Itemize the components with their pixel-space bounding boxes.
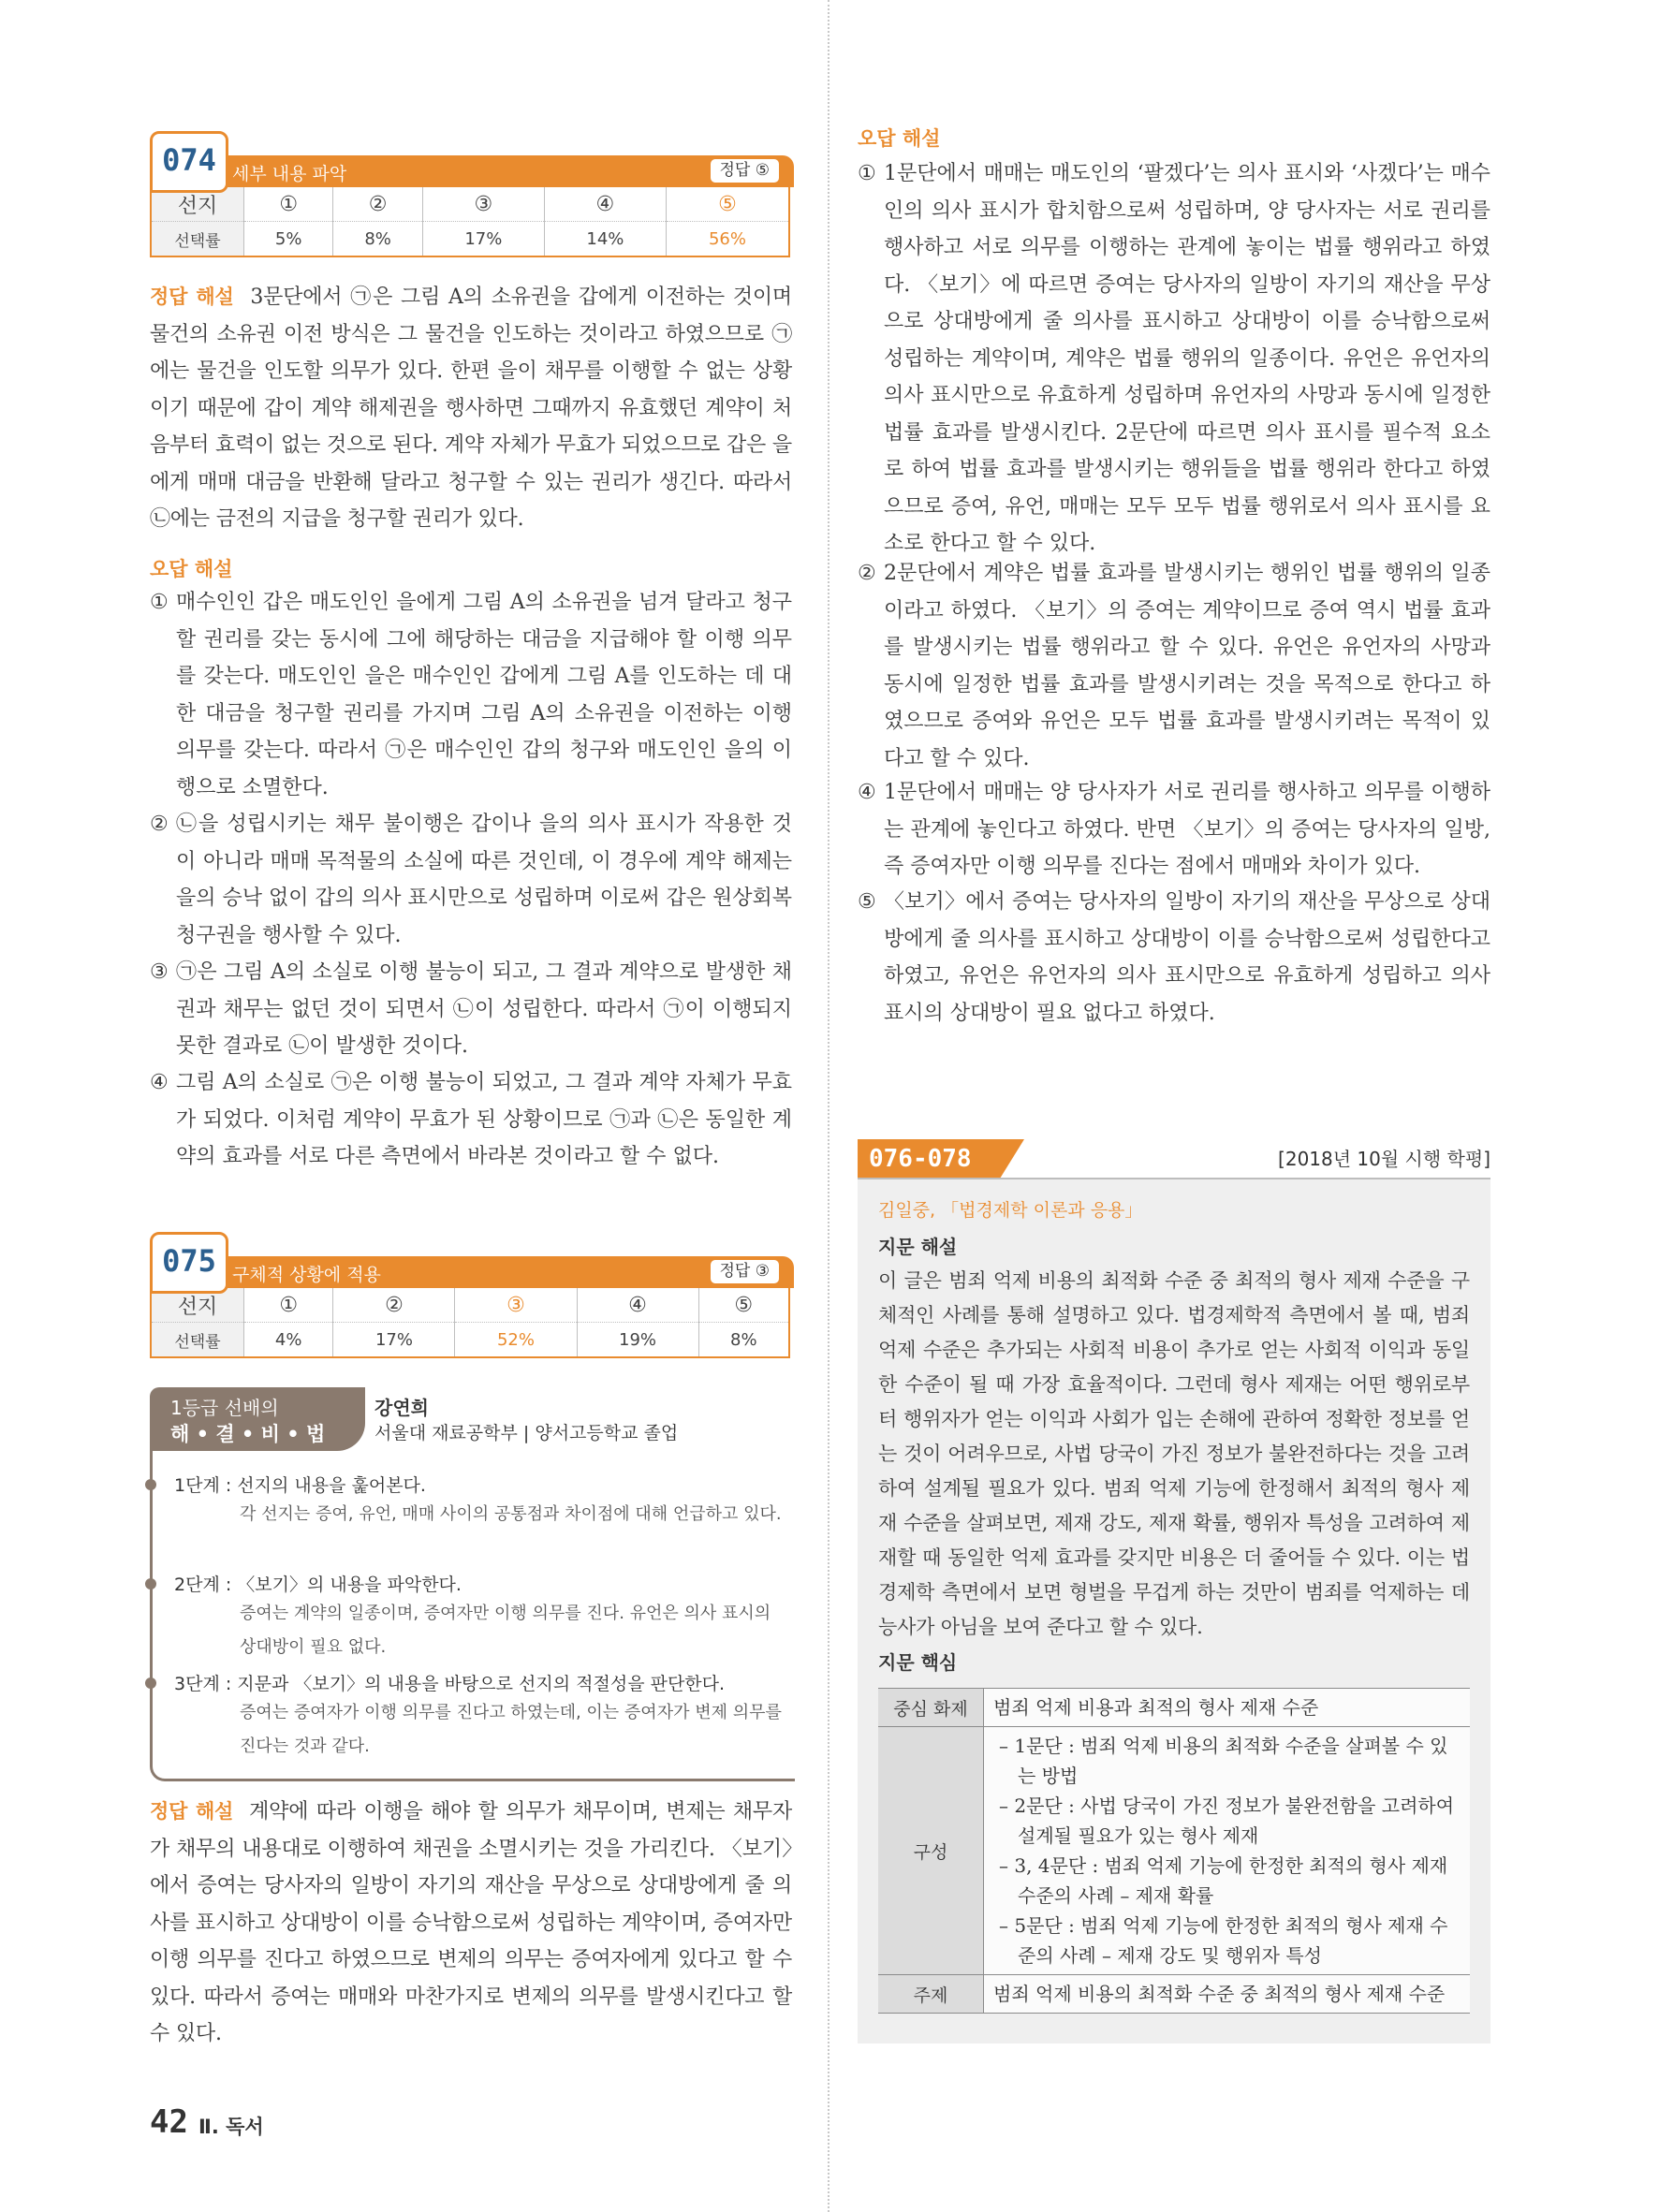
stat-rate: 14%	[544, 222, 666, 257]
stat-rate: 19%	[577, 1323, 698, 1358]
item-text: 2문단에서 계약은 법률 효과를 발생시키는 행위인 법률 행위의 일종이라고 하였다. 〈보기〉의 증여는 계약이므로 증여 역시 법률 효과를 발생시키는 법률 행위라고 할 수 있다. 유언은 유언자의 사망과 동시에 일정한 법률 효과를 발생시키려는 것을 목적으로 한다고 하였으므로 증여와 유언은 모두 법률 효과를 발생시키려는 목적이 있다고 할 수 있다.	[884, 562, 1490, 770]
page-number: 42	[150, 2103, 188, 2141]
item-number: ③	[150, 960, 169, 984]
summary-structure-line: – 1문단 : 범죄 억제 비용의 최적화 수준을 살펴볼 수 있는 방법	[999, 1735, 1448, 1787]
q075-bar	[206, 1256, 794, 1288]
stat-option: ①	[244, 1288, 333, 1323]
summary-value: 범죄 억제 비용의 최적화 수준 중 최적의 형사 제재 수준	[984, 1975, 1471, 2014]
column-divider	[828, 0, 830, 2212]
tip-step-title: 2단계 : 〈보기〉의 내용을 파악한다.	[174, 1575, 462, 1595]
item-text: 그림 A의 소실로 ㉠은 이행 불능이 되었고, 그 결과 계약 자체가 무효가 되었다. 이처럼 계약이 무효가 된 상황이므로 ㉠과 ㉡은 동일한 계약의 효과를 서로 다른 측면에서 바라본 것이라고 할 수 없다.	[176, 1071, 792, 1168]
bullet-icon	[145, 1578, 156, 1589]
item-number: ⑤	[858, 890, 876, 914]
q075-wrong-item	[858, 555, 1490, 777]
summary-key: 구성	[878, 1727, 984, 1975]
passage-rule	[858, 1178, 1490, 1179]
tip-step-desc: 증여는 계약의 일종이며, 증여자만 이행 의무를 진다. 유언은 의사 표시의 상대방이 필요 없다.	[240, 1604, 771, 1657]
tip-step-title: 3단계 : 지문과 〈보기〉의 내용을 바탕으로 선지의 적절성을 판단한다.	[174, 1674, 726, 1694]
stat-option: ②	[333, 1288, 455, 1323]
passage-intro: 이 글은 범죄 억제 비용의 최적화 수준 중 최적의 형사 제재 수준을 구체적인 사례를 통해 설명하고 있다. 법경제학적 측면에서 볼 때, 범죄 억제 수준은 추가되는 사회적 비용이 추가로 얻는 사회적 이익과 동일한 수준이 될 때 가장 효율적이다. 그런데 형사 제재는 어떤 행위로부터 행위자가 얻는 이익과 사회가 입는 손해에 관하여 정확한 정보를 얻는 것이 어려우므로, 사법 당국이 가진 정보가 불완전하다는 것을 고려하여 설계될 필요가 있다. 범죄 억제 기능에 한정해서 최적의 형사 제재 수준을 살펴보면, 제재 강도, 제재 확률, 행위자 특성을 고려하여 제재할 때 동일한 억제 효과를 갖지만 비용은 더 줄어들 수 있다. 이는 법경제학 측면에서 보면 형벌을 무겁게 하는 것만이 범죄를 억제하는 데 능사가 아님을 보여 준다고 할 수 있다.	[878, 1269, 1470, 1638]
q075-answer-badge: 정답 ③	[711, 1260, 780, 1283]
q074-wrong-item	[150, 1064, 792, 1176]
q074-wrong-item	[150, 806, 792, 954]
stat-row-head: 선지	[151, 1288, 244, 1323]
passage-author: 김일중, 「법경제학 이론과 응용」	[878, 1200, 1143, 1221]
stat-option: ②	[333, 187, 422, 222]
tip-author-school: 서울대 재료공학부 | 양서고등학교 졸업	[374, 1423, 679, 1443]
item-number: ①	[150, 591, 169, 614]
q074-number: 074	[150, 131, 228, 193]
summary-structure-line: – 3, 4문단 : 범죄 억제 기능에 한정한 최적의 형사 제재 수준의 사례 – 제재 확률	[999, 1854, 1448, 1907]
summary-structure-line: – 5문단 : 범죄 억제 기능에 한정한 최적의 형사 제재 수준의 사례 – 제재 강도 및 행위자 특성	[999, 1914, 1448, 1967]
tip-step-title: 1단계 : 선지의 내용을 훑어본다.	[174, 1475, 426, 1496]
item-text: 1문단에서 매매는 매도인의 ‘팔겠다’는 의사 표시와 ‘사겠다’는 매수인의 의사 표시가 합치함으로써 성립하며, 양 당사자는 서로 권리를 행사하고 서로 의무를 이행하는 관계에 놓이는 법률 행위라고 하였다. 〈보기〉에 따르면 증여는 당사자의 일방이 자기의 재산을 무상으로 상대방에게 줄 의사를 표시하고 상대방이 이를 승낙함으로써 성립하는 계약이며, 계약은 법률 행위의 일종이다. 유언은 유언자의 의사 표시만으로 유효하게 성립하며 유언자의 사망과 동시에 일정한 법률 효과를 발생시킨다. 2문단에 따르면 의사 표시를 필수적 요소로 하여 법률 효과를 발생시키는 행위들을 법률 행위라 한다고 하였으므로 증여, 유언, 매매는 모두 모두 법률 행위로서 의사 표시를 요소로 한다고 할 수 있다.	[884, 162, 1490, 555]
tip-header	[150, 1387, 365, 1451]
passage-intro-title: 지문 해설	[878, 1236, 958, 1258]
tip-title-2: 해 • 결 • 비 • 법	[170, 1423, 326, 1445]
q075-number: 075	[150, 1232, 228, 1294]
tip-step-desc: 각 선지는 증여, 유언, 매매 사이의 공통점과 차이점에 대해 언급하고 있다.	[240, 1504, 782, 1524]
q074-answer-badge: 정답 ⑤	[711, 159, 780, 183]
item-text: 1문단에서 매매는 양 당사자가 서로 권리를 행사하고 의무를 이행하는 관계에 놓인다고 하였다. 반면 〈보기〉의 증여는 당사자의 일방, 즉 증여자만 이행 의무를 진다는 점에서 매매와 차이가 있다.	[884, 781, 1490, 878]
bullet-icon	[145, 1677, 156, 1689]
tip-step-desc: 증여는 증여자가 이행 의무를 진다고 하였는데, 이는 증여자가 변제 의무를 진다는 것과 같다.	[240, 1703, 782, 1756]
stat-option: ③	[455, 1288, 577, 1323]
bullet-icon	[145, 1479, 156, 1490]
tip-title-1: 1등급 선배의	[170, 1397, 279, 1419]
item-text: 〈보기〉에서 증여는 당사자의 일방이 자기의 재산을 무상으로 상대방에게 줄 의사를 표시하고 상대방이 이를 승낙함으로써 성립한다고 하였고, 유언은 유언자의 의사 표시만으로 유효하게 성립하고 의사 표시의 상대방이 필요 없다고 하였다.	[884, 890, 1490, 1025]
q074-wrong-title: 오답 해설	[150, 558, 233, 580]
stat-option: ④	[577, 1288, 698, 1323]
item-number: ①	[858, 162, 876, 185]
stat-option: ⑤	[698, 1288, 789, 1323]
item-text: ㉠은 그림 A의 소실로 이행 불능이 되고, 그 결과 계약으로 발생한 채권과 채무는 없던 것이 되면서 ㉡이 성립한다. 따라서 ㉠이 이행되지 못한 결과로 ㉡이 발생한 것이다.	[176, 960, 792, 1058]
summary-key: 중심 화제	[878, 1689, 984, 1727]
q074-wrong-item	[150, 584, 792, 806]
q075-category: 구체적 상황에 적용	[232, 1265, 381, 1285]
stat-rate: 17%	[422, 222, 544, 257]
summary-structure-line: – 2문단 : 사법 당국이 가진 정보가 불완전함을 고려하여 설계될 필요가 있는 형사 제재	[999, 1795, 1455, 1847]
explanation-label: 정답 해설	[150, 1800, 234, 1823]
stat-rate: 5%	[244, 222, 333, 257]
passage-source: [2018년 10월 시행 학평]	[1278, 1148, 1490, 1170]
q074-wrong-item	[150, 954, 792, 1065]
stat-option: ③	[422, 187, 544, 222]
stat-rate: 8%	[698, 1323, 789, 1358]
passage-tab-cut	[1000, 1139, 1024, 1179]
item-number: ②	[858, 562, 876, 585]
summary-structure	[984, 1727, 1471, 1975]
passage-summary-table	[878, 1688, 1470, 2014]
item-number: ④	[150, 1071, 169, 1094]
stat-option: ④	[544, 187, 666, 222]
explanation-text: 계약에 따라 이행을 해야 할 의무가 채무이며, 변제는 채무자가 채무의 내용대로 이행하여 채권을 소멸시키는 것을 가리킨다. 〈보기〉에서 증여는 당사자의 일방이 자기의 재산을 무상으로 상대방에게 줄 의사를 표시하고 상대방이 이를 승낙함으로써 성립하는 계약이며, 증여자만 이행 의무를 진다고 하였으므로 변제의 의무는 증여자에게 있다고 할 수 있다. 따라서 증여는 매매와 마찬가지로 변제의 의무를 발생시킨다고 할 수 있다.	[150, 1800, 793, 2045]
stat-rate: 52%	[455, 1323, 577, 1358]
stat-option: ①	[244, 187, 333, 222]
stat-row-head: 선택률	[151, 1323, 244, 1358]
item-text: 매수인인 갑은 매도인인 을에게 그림 A의 소유권을 넘겨 달라고 청구할 권리를 갖는 동시에 그에 해당하는 대금을 지급해야 할 이행 의무를 갖는다. 매도인인 을은 매수인인 갑에게 그림 A를 인도하는 데 대한 대금을 청구할 권리를 가지며 그림 A의 소유권을 이전하는 이행 의무를 갖는다. 따라서 ㉠은 매수인인 갑의 청구와 매도인인 을의 이행으로 소멸한다.	[176, 591, 792, 799]
section-name: Ⅱ. 독서	[198, 2116, 264, 2138]
q074-bar	[206, 155, 794, 187]
item-number: ②	[150, 813, 169, 836]
stat-row-head: 선지	[151, 187, 244, 222]
q075-explanation	[150, 1794, 792, 2053]
q074-header	[150, 131, 794, 262]
tip-author-name: 강연희	[374, 1397, 429, 1419]
stat-row-head: 선택률	[151, 222, 244, 257]
q074-explanation	[150, 279, 792, 538]
explanation-text: 3문단에서 ㉠은 그림 A의 소유권을 갑에게 이전하는 것이며 물건의 소유권 이전 방식은 그 물건을 인도하는 것이라고 하였으므로 ㉠에는 물건을 인도할 의무가 있다. 한편 을이 채무를 이행할 수 없는 상황이기 때문에 갑이 계약 해제권을 행사하면 그때까지 유효했던 계약이 처음부터 효력이 없는 것으로 된다. 계약 자체가 무효가 되었으므로 갑은 을에게 매매 대금을 반환해 달라고 청구할 수 있는 권리가 생긴다. 따라서 ㉡에는 금전의 지급을 청구할 권리가 있다.	[150, 286, 792, 531]
q075-header	[150, 1232, 794, 1363]
item-text: ㉡을 성립시키는 채무 불이행은 갑이나 을의 의사 표시가 작용한 것이 아니라 매매 목적물의 소실에 따른 것인데, 이 경우에 계약 해제는 을의 승낙 없이 갑의 의사 표시만으로 성립하며 이로써 갑은 원상회복 청구권을 행사할 수 있다.	[176, 813, 792, 947]
q075-wrong-item	[858, 884, 1490, 1032]
q075-wrong-item	[858, 774, 1490, 886]
summary-value: 범죄 억제 비용과 최적의 형사 제재 수준	[984, 1689, 1471, 1727]
passage-core-title: 지문 핵심	[878, 1651, 958, 1674]
stat-rate: 17%	[333, 1323, 455, 1358]
stat-rate: 8%	[333, 222, 422, 257]
passage-tab: 076-078	[858, 1139, 1000, 1179]
explanation-label: 정답 해설	[150, 286, 234, 308]
q075-wrong-title: 오답 해설	[858, 127, 941, 150]
stat-rate: 4%	[244, 1323, 333, 1358]
q074-category: 세부 내용 파악	[232, 164, 347, 184]
summary-key: 주제	[878, 1975, 984, 2014]
q074-stat-table	[150, 187, 790, 257]
q075-wrong-item	[858, 155, 1490, 563]
stat-rate: 56%	[666, 222, 789, 257]
stat-option: ⑤	[666, 187, 789, 222]
item-number: ④	[858, 781, 876, 804]
q075-stat-table	[150, 1288, 790, 1358]
